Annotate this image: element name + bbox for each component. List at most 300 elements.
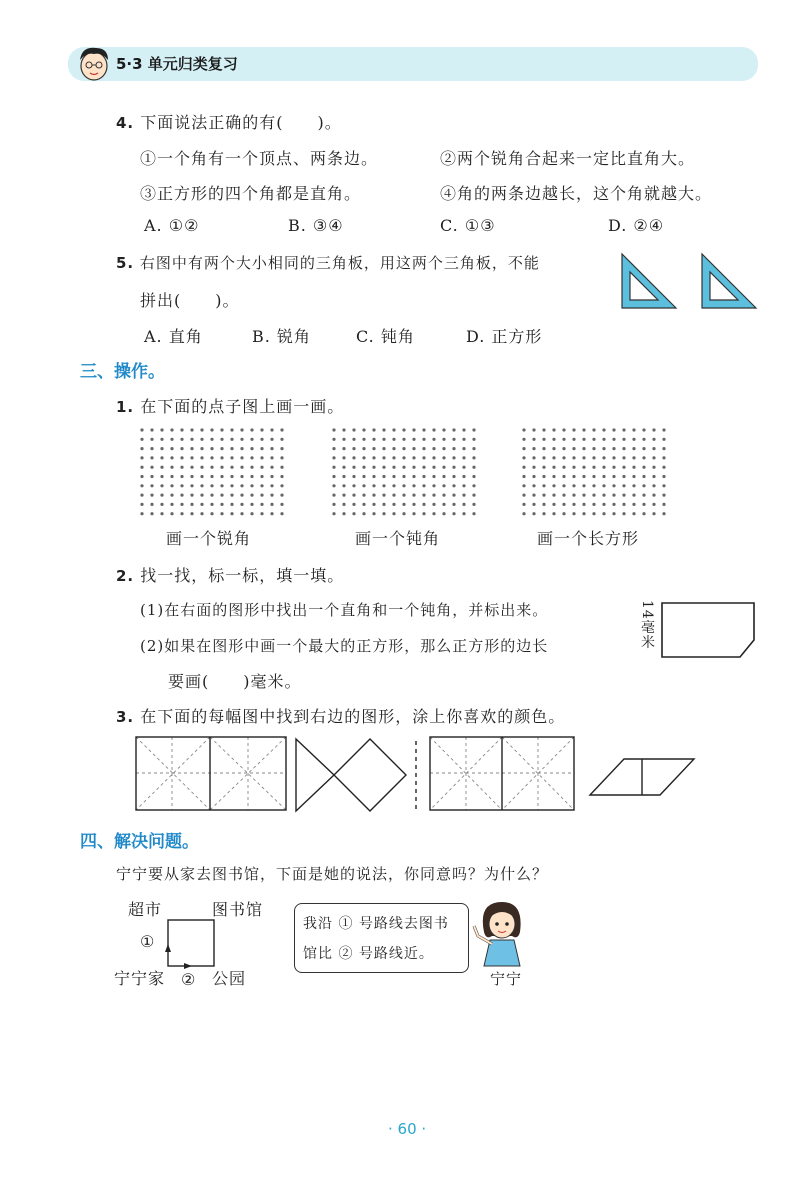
grid-dot <box>270 484 273 487</box>
grid-dot <box>552 494 555 497</box>
grid-dot <box>582 503 585 506</box>
grid-dot <box>342 503 345 506</box>
grid-dot <box>642 475 645 478</box>
grid-dot <box>280 438 283 441</box>
q5-option-b[interactable]: B. 锐角 <box>252 327 311 346</box>
grid-dot <box>250 428 253 431</box>
grid-dot <box>652 475 655 478</box>
grid-dot <box>190 428 193 431</box>
grid-dot <box>362 503 365 506</box>
grid-dot <box>180 456 183 459</box>
op1-caption-1: 画一个锐角 <box>166 529 252 548</box>
grid-dot <box>160 475 163 478</box>
grid-dot <box>442 466 445 469</box>
grid-dot <box>362 494 365 497</box>
grid-dot <box>270 466 273 469</box>
grid-dot <box>270 456 273 459</box>
grid-dot <box>200 503 203 506</box>
grid-dot <box>362 466 365 469</box>
speech-line-2: 馆比 ② 号路线近。 <box>303 946 434 962</box>
q4-option-b[interactable]: B. ③④ <box>288 216 344 235</box>
q5-option-a[interactable]: A. 直角 <box>144 327 203 346</box>
map-route-1: ① <box>140 932 156 951</box>
grid-dot <box>452 484 455 487</box>
grid-dot <box>422 484 425 487</box>
grid-dot <box>362 438 365 441</box>
grid-dot <box>442 494 445 497</box>
grid-dot <box>622 466 625 469</box>
grid-dot <box>170 447 173 450</box>
grid-dot <box>260 428 263 431</box>
grid-dot <box>642 484 645 487</box>
grid-dot <box>572 438 575 441</box>
grid-dot <box>592 494 595 497</box>
grid-dot <box>472 503 475 506</box>
grid-dot <box>432 456 435 459</box>
grid-dot <box>382 428 385 431</box>
grid-dot <box>250 475 253 478</box>
grid-dot <box>402 466 405 469</box>
grid-dot <box>612 466 615 469</box>
grid-dot <box>382 447 385 450</box>
grid-dot <box>372 466 375 469</box>
grid-dot <box>632 456 635 459</box>
grid-dot <box>472 466 475 469</box>
grid-dot <box>662 428 665 431</box>
grid-dot <box>522 428 525 431</box>
grid-dot <box>170 494 173 497</box>
grid-dot <box>612 512 615 515</box>
grid-dot <box>432 512 435 515</box>
grid-dot <box>532 447 535 450</box>
grid-dot <box>392 428 395 431</box>
grid-dot <box>160 512 163 515</box>
grid-dot <box>230 428 233 431</box>
girl-ningning-icon <box>466 896 536 968</box>
grid-dot <box>342 484 345 487</box>
grid-dot <box>140 466 143 469</box>
grid-dot <box>582 428 585 431</box>
q4-option-c[interactable]: C. ①③ <box>440 216 496 235</box>
grid-dot <box>432 447 435 450</box>
grid-dot <box>402 503 405 506</box>
grid-dot <box>642 447 645 450</box>
grid-dot <box>552 503 555 506</box>
grid-dot <box>542 456 545 459</box>
grid-dot <box>352 503 355 506</box>
op3-number: 3. <box>116 708 135 726</box>
grid-dot <box>652 456 655 459</box>
grid-dot <box>250 466 253 469</box>
op2-stem <box>116 563 344 586</box>
grid-dot <box>190 484 193 487</box>
op3-figures <box>134 735 700 815</box>
grid-dot <box>160 466 163 469</box>
grid-dot <box>270 447 273 450</box>
grid-dot <box>140 447 143 450</box>
grid-dot <box>522 466 525 469</box>
grid-dot <box>160 503 163 506</box>
grid-dot <box>240 438 243 441</box>
op1-caption-2: 画一个钝角 <box>355 529 441 548</box>
grid-dot <box>200 438 203 441</box>
grid-dot <box>442 503 445 506</box>
grid-dot <box>602 484 605 487</box>
grid-dot <box>332 503 335 506</box>
grid-dot <box>372 428 375 431</box>
grid-dot <box>170 484 173 487</box>
grid-dot <box>622 494 625 497</box>
grid-dot <box>542 494 545 497</box>
grid-dot <box>652 428 655 431</box>
grid-dot <box>542 475 545 478</box>
grid-dot <box>190 466 193 469</box>
grid-dot <box>552 466 555 469</box>
grid-dot <box>150 503 153 506</box>
grid-dot <box>562 475 565 478</box>
grid-dot <box>602 503 605 506</box>
grid-dot <box>250 512 253 515</box>
grid-dot <box>210 494 213 497</box>
grid-dot <box>562 456 565 459</box>
grid-dot <box>160 438 163 441</box>
grid-dot <box>392 503 395 506</box>
grid-dot <box>352 494 355 497</box>
grid-dot <box>200 494 203 497</box>
problem-stem: 宁宁要从家去图书馆，下面是她的说法，你同意吗？为什么？ <box>116 865 549 883</box>
grid-dot <box>662 466 665 469</box>
grid-dot <box>612 447 615 450</box>
grid-dot <box>160 494 163 497</box>
grid-dot <box>652 512 655 515</box>
grid-dot <box>210 466 213 469</box>
grid-dot <box>190 503 193 506</box>
op1-caption-3: 画一个长方形 <box>537 529 640 548</box>
grid-dot <box>170 475 173 478</box>
grid-dot <box>592 438 595 441</box>
op1-stem <box>116 394 344 417</box>
grid-dot <box>442 428 445 431</box>
grid-dot <box>352 484 355 487</box>
grid-dot <box>352 438 355 441</box>
grid-dot <box>432 428 435 431</box>
grid-dot <box>342 438 345 441</box>
grid-dot <box>160 456 163 459</box>
grid-dot <box>220 456 223 459</box>
grid-dot <box>392 447 395 450</box>
grid-dot <box>412 484 415 487</box>
grid-dot <box>612 503 615 506</box>
grid-dot <box>240 447 243 450</box>
route-map <box>160 916 220 972</box>
grid-dot <box>372 484 375 487</box>
grid-dot <box>622 484 625 487</box>
grid-dot <box>632 466 635 469</box>
op2-text: 找一找，标一标，填一填。 <box>140 566 345 585</box>
grid-dot <box>392 484 395 487</box>
grid-dot <box>582 456 585 459</box>
grid-dot <box>542 466 545 469</box>
grid-dot <box>220 466 223 469</box>
grid-dot <box>412 466 415 469</box>
grid-dot <box>260 447 263 450</box>
map-library: 图书馆 <box>212 900 264 919</box>
grid-dot <box>412 438 415 441</box>
grid-dot <box>190 438 193 441</box>
q4-option-a[interactable]: A. ①② <box>144 216 200 235</box>
grid-dot <box>250 438 253 441</box>
grid-dot <box>632 484 635 487</box>
q4-option-d[interactable]: D. ②④ <box>608 216 665 235</box>
grid-dot <box>362 475 365 478</box>
grid-dot <box>542 428 545 431</box>
grid-dot <box>572 503 575 506</box>
grid-dot <box>662 484 665 487</box>
grid-dot <box>462 456 465 459</box>
grid-dot <box>532 438 535 441</box>
grid-dot <box>280 503 283 506</box>
grid-dot <box>472 447 475 450</box>
grid-dot <box>332 494 335 497</box>
grid-dot <box>180 503 183 506</box>
grid-dot <box>160 428 163 431</box>
grid-dot <box>250 484 253 487</box>
grid-dot <box>180 512 183 515</box>
grid-dot <box>572 494 575 497</box>
grid-dot <box>452 438 455 441</box>
grid-dot <box>150 447 153 450</box>
dot-grids <box>130 420 690 520</box>
grid-dot <box>432 475 435 478</box>
grid-dot <box>170 512 173 515</box>
grid-dot <box>270 503 273 506</box>
grid-dot <box>612 484 615 487</box>
grid-dot <box>412 494 415 497</box>
grid-dot <box>342 475 345 478</box>
grid-dot <box>170 428 173 431</box>
grid-dot <box>442 512 445 515</box>
grid-dot <box>642 428 645 431</box>
grid-dot <box>652 438 655 441</box>
grid-dot <box>602 475 605 478</box>
q5-option-c[interactable]: C. 钝角 <box>356 327 415 346</box>
grid-dot <box>280 466 283 469</box>
grid-dot <box>180 494 183 497</box>
grid-dot <box>362 484 365 487</box>
speaker-name: 宁宁 <box>490 970 523 988</box>
grid-dot <box>260 512 263 515</box>
grid-dot <box>140 428 143 431</box>
grid-dot <box>462 438 465 441</box>
grid-dot <box>622 475 625 478</box>
grid-dot <box>592 447 595 450</box>
op2-dimension-label: 14毫米 <box>639 600 655 650</box>
grid-dot <box>432 494 435 497</box>
q4-stem <box>116 110 342 133</box>
grid-dot <box>362 456 365 459</box>
grid-dot <box>632 494 635 497</box>
grid-dot <box>280 484 283 487</box>
grid-dot <box>562 438 565 441</box>
grid-dot <box>462 494 465 497</box>
grid-dot <box>592 512 595 515</box>
grid-dot <box>190 456 193 459</box>
grid-dot <box>230 475 233 478</box>
grid-dot <box>532 466 535 469</box>
q5-option-d[interactable]: D. 正方形 <box>466 327 543 346</box>
grid-dot <box>662 438 665 441</box>
grid-dot <box>422 503 425 506</box>
grid-dot <box>632 503 635 506</box>
grid-dot <box>652 484 655 487</box>
grid-dot <box>622 503 625 506</box>
grid-dot <box>562 494 565 497</box>
grid-dot <box>612 438 615 441</box>
grid-dot <box>372 438 375 441</box>
grid-dot <box>220 494 223 497</box>
grid-dot <box>140 484 143 487</box>
grid-dot <box>150 438 153 441</box>
grid-dot <box>642 438 645 441</box>
grid-dot <box>422 428 425 431</box>
grid-dot <box>230 438 233 441</box>
grid-dot <box>642 456 645 459</box>
grid-dot <box>180 484 183 487</box>
grid-dot <box>422 438 425 441</box>
grid-dot <box>532 503 535 506</box>
grid-dot <box>582 484 585 487</box>
grid-dot <box>160 447 163 450</box>
op2-sub2b: 要画( )毫米。 <box>168 672 302 691</box>
grid-dot <box>200 447 203 450</box>
grid-dot <box>220 447 223 450</box>
student-avatar-icon <box>74 42 114 84</box>
grid-dot <box>522 512 525 515</box>
grid-dot <box>572 456 575 459</box>
q4-statement-2: ②两个锐角合起来一定比直角大。 <box>440 149 696 168</box>
grid-dot <box>432 438 435 441</box>
grid-dot <box>432 503 435 506</box>
grid-dot <box>652 466 655 469</box>
grid-dot <box>422 466 425 469</box>
grid-dot <box>472 428 475 431</box>
grid-dot <box>542 503 545 506</box>
grid-dot <box>422 475 425 478</box>
grid-dot <box>362 512 365 515</box>
grid-dot <box>552 428 555 431</box>
grid-dot <box>260 503 263 506</box>
grid-dot <box>140 475 143 478</box>
grid-dot <box>462 475 465 478</box>
grid-dot <box>210 438 213 441</box>
grid-dot <box>522 475 525 478</box>
grid-dot <box>260 494 263 497</box>
grid-dot <box>220 475 223 478</box>
grid-dot <box>652 447 655 450</box>
grid-dot <box>180 475 183 478</box>
op2-sub2: (2)如果在图形中画一个最大的正方形，那么正方形的边长 <box>140 637 549 655</box>
grid-dot <box>612 494 615 497</box>
grid-dot <box>250 447 253 450</box>
grid-dot <box>382 512 385 515</box>
grid-dot <box>612 428 615 431</box>
grid-dot <box>150 475 153 478</box>
q5-number: 5. <box>116 254 135 272</box>
grid-dot <box>240 503 243 506</box>
op1-text: 在下面的点子图上画一画。 <box>140 397 345 416</box>
grid-dot <box>210 447 213 450</box>
grid-dot <box>452 447 455 450</box>
grid-dot <box>150 456 153 459</box>
grid-dot <box>392 438 395 441</box>
grid-dot <box>542 438 545 441</box>
grid-dot <box>632 438 635 441</box>
grid-dot <box>352 456 355 459</box>
grid-dot <box>270 475 273 478</box>
grid-dot <box>422 456 425 459</box>
grid-dot <box>230 512 233 515</box>
grid-dot <box>200 466 203 469</box>
grid-dot <box>522 447 525 450</box>
grid-dot <box>270 494 273 497</box>
grid-dot <box>432 466 435 469</box>
grid-dot <box>592 475 595 478</box>
grid-dot <box>412 503 415 506</box>
grid-dot <box>412 447 415 450</box>
grid-dot <box>332 447 335 450</box>
grid-dot <box>582 466 585 469</box>
grid-dot <box>220 484 223 487</box>
grid-dot <box>392 494 395 497</box>
grid-dot <box>532 475 535 478</box>
grid-dot <box>190 512 193 515</box>
grid-dot <box>210 503 213 506</box>
grid-dot <box>240 456 243 459</box>
grid-dot <box>210 428 213 431</box>
grid-dot <box>220 512 223 515</box>
grid-dot <box>160 484 163 487</box>
grid-dot <box>522 484 525 487</box>
grid-dot <box>562 447 565 450</box>
grid-dot <box>572 466 575 469</box>
q5-text-line1: 右图中有两个大小相同的三角板，用这两个三角板，不能 <box>139 254 540 272</box>
grid-dot <box>392 466 395 469</box>
grid-dot <box>352 428 355 431</box>
grid-dot <box>402 438 405 441</box>
grid-dot <box>532 428 535 431</box>
grid-dot <box>602 466 605 469</box>
grid-dot <box>372 503 375 506</box>
grid-dot <box>342 512 345 515</box>
q4-number: 4. <box>116 114 135 132</box>
grid-dot <box>552 484 555 487</box>
grid-dot <box>200 456 203 459</box>
header-title: 5·3 单元归类复习 <box>116 55 238 73</box>
grid-dot <box>180 447 183 450</box>
grid-dot <box>472 456 475 459</box>
grid-dot <box>442 438 445 441</box>
grid-dot <box>190 475 193 478</box>
grid-dot <box>210 475 213 478</box>
grid-dot <box>250 494 253 497</box>
grid-dot <box>662 503 665 506</box>
grid-dot <box>140 456 143 459</box>
grid-dot <box>622 456 625 459</box>
grid-dot <box>462 466 465 469</box>
grid-dot <box>442 484 445 487</box>
grid-dot <box>240 484 243 487</box>
grid-dot <box>442 456 445 459</box>
